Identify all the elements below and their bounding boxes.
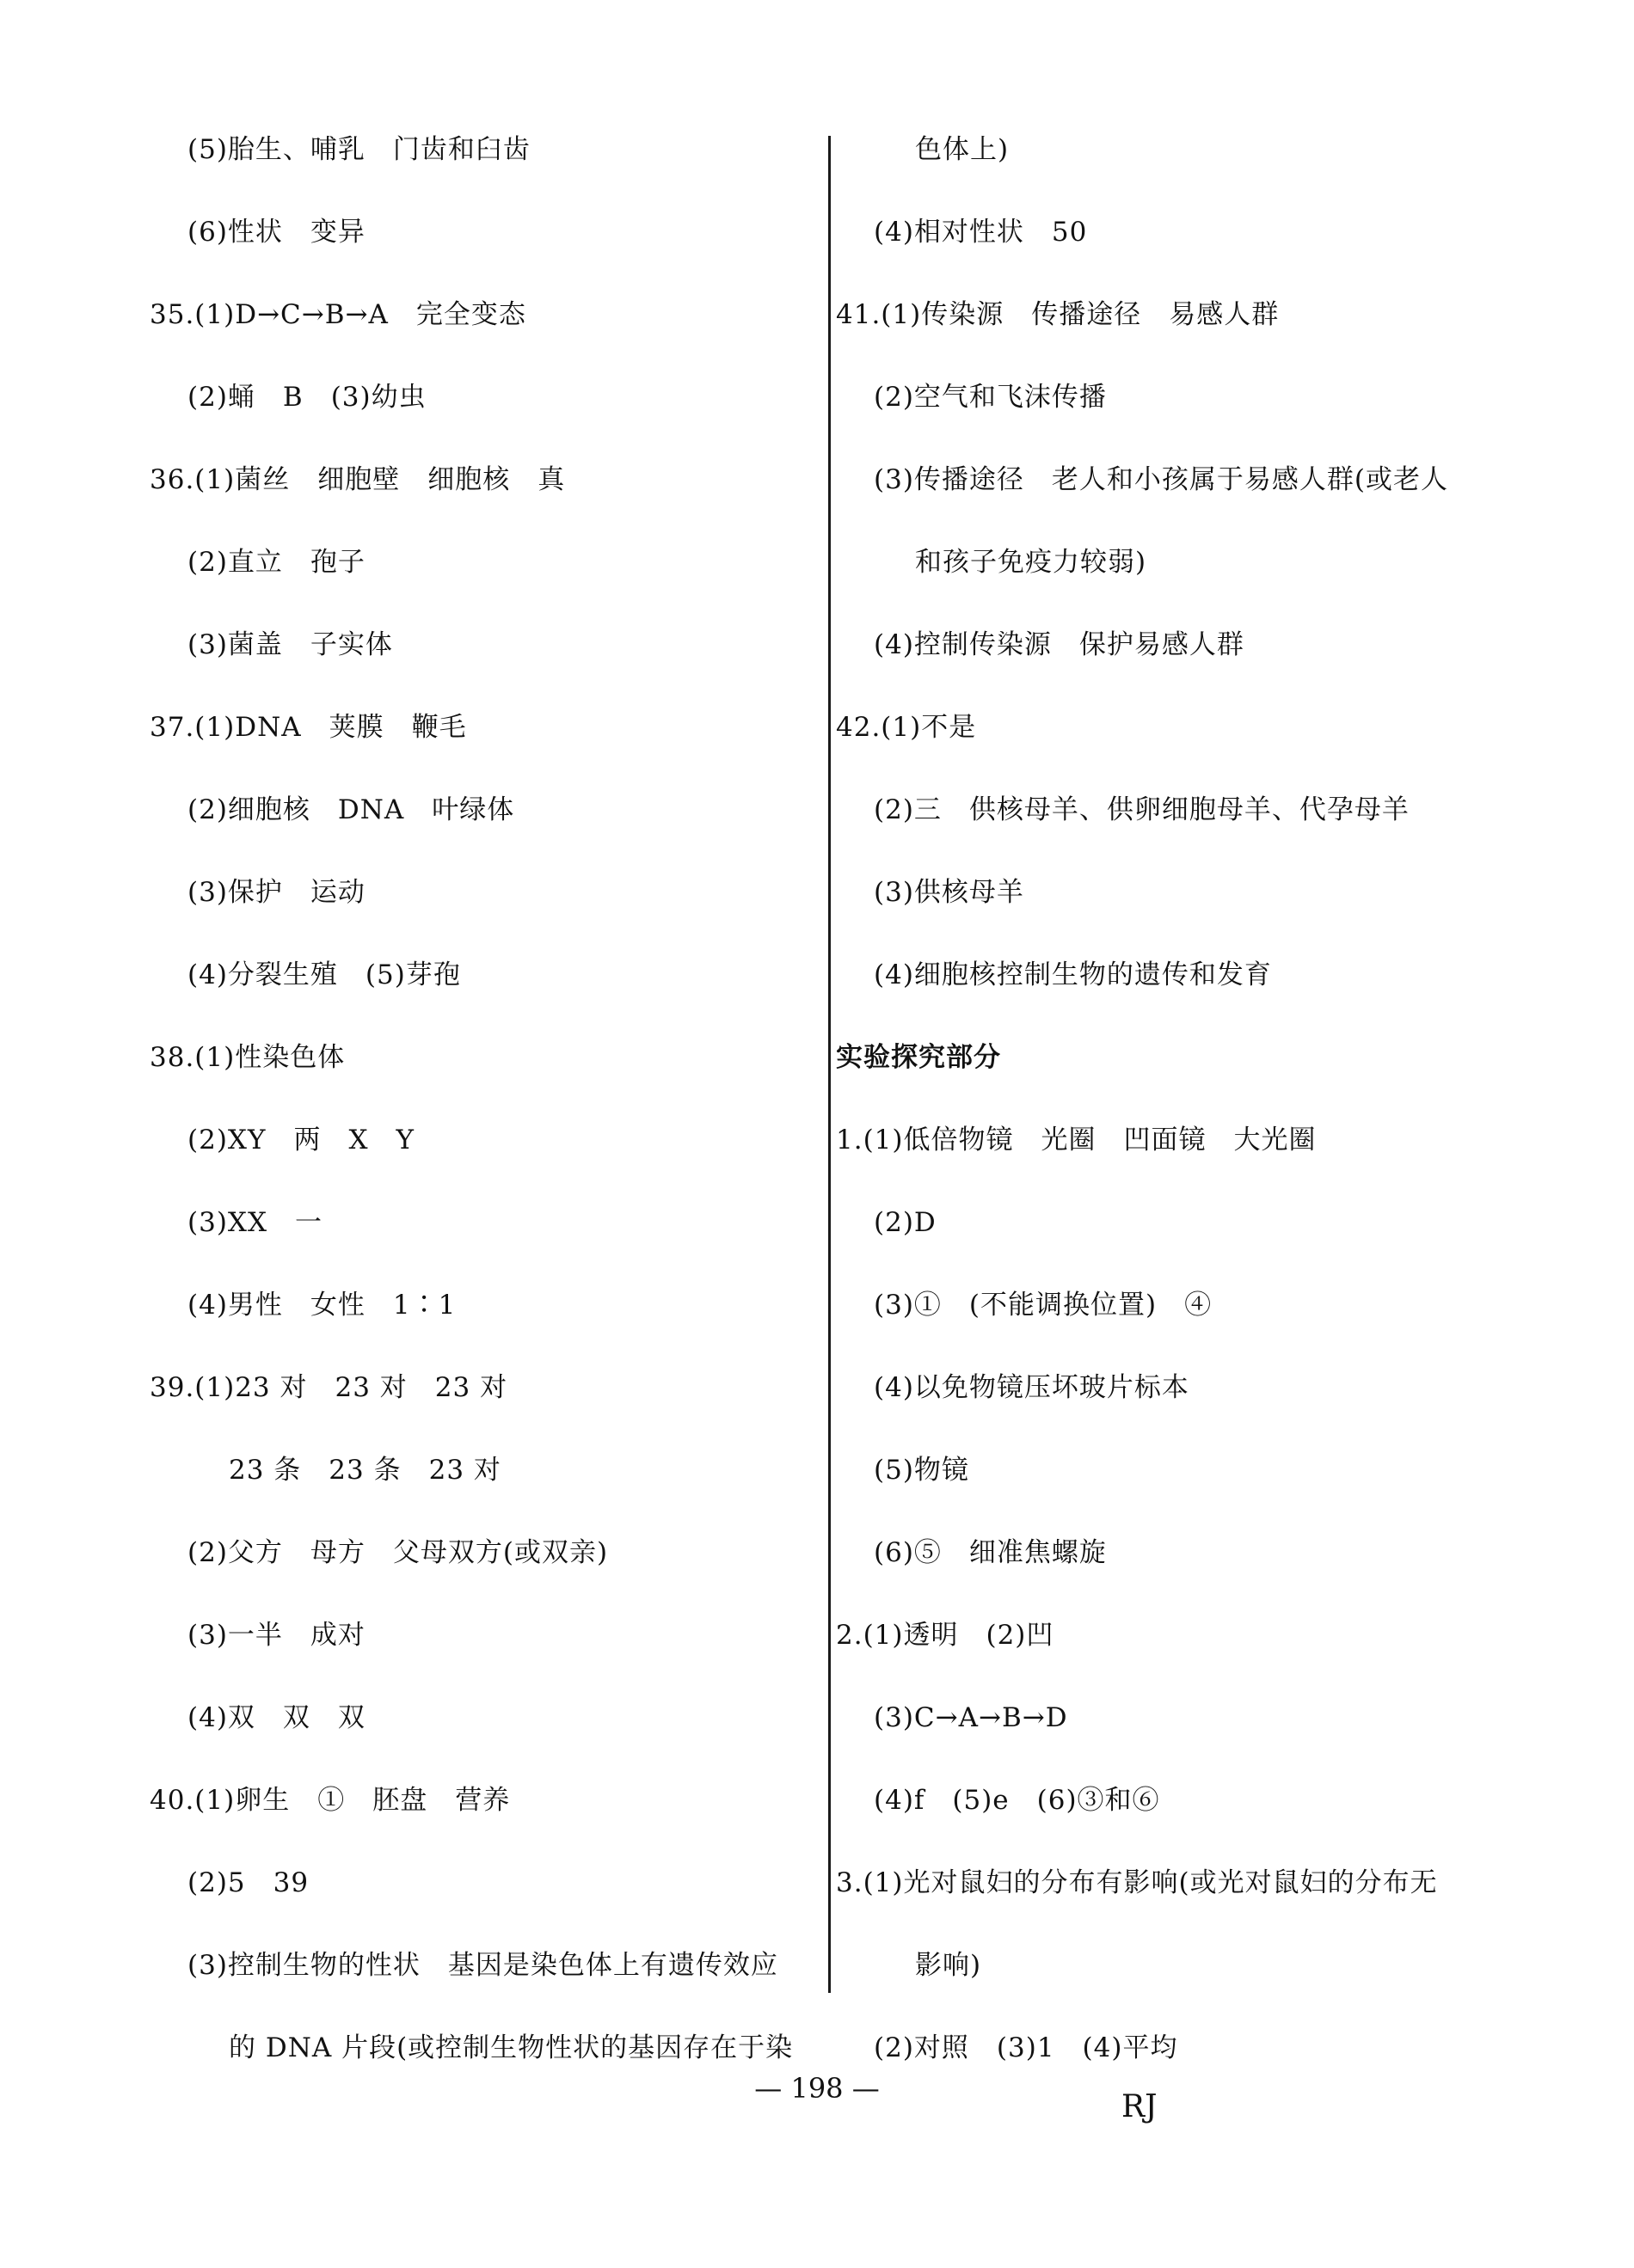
answer-line: (4)相对性状 50 xyxy=(874,217,1088,248)
answer-line: (2)三 供核母羊、供卵细胞母羊、代孕母羊 xyxy=(874,794,1410,825)
answer-line: (2)直立 孢子 xyxy=(187,547,366,578)
answer-line: (6)性状 变异 xyxy=(187,217,366,248)
answer-line: (4)分裂生殖 (5)芽孢 xyxy=(187,959,461,990)
answer-line: (2)细胞核 DNA 叶绿体 xyxy=(187,794,515,825)
answer-line: 的 DNA 片段(或控制生物性状的基因存在于染 xyxy=(229,2032,794,2063)
answer-line: (2)对照 (3)1 (4)平均 xyxy=(874,2032,1178,2063)
answer-line: (2)XY 两 X Y xyxy=(187,1125,415,1155)
answer-line: (4)双 双 双 xyxy=(187,1702,366,1733)
answer-line: (4)f (5)e (6)③和⑥ xyxy=(874,1785,1160,1816)
answer-line: 42.(1)不是 xyxy=(836,712,977,743)
section-heading: 实验探究部分 xyxy=(836,1042,1001,1073)
answer-line: (2)D xyxy=(874,1207,937,1238)
answer-line: (3)① (不能调换位置) ④ xyxy=(874,1290,1213,1321)
answer-line: (2)父方 母方 父母双方(或双亲) xyxy=(187,1537,609,1568)
answer-line: (3)保护 运动 xyxy=(187,877,366,908)
answer-line: 色体上) xyxy=(915,134,1010,165)
answer-line: 37.(1)DNA 荚膜 鞭毛 xyxy=(150,712,467,743)
answer-line: (4)控制传染源 保护易感人群 xyxy=(874,629,1244,660)
answer-line: (3)传播途径 老人和小孩属于易感人群(或老人 xyxy=(874,464,1449,495)
answer-line: 影响) xyxy=(915,1950,982,1981)
answer-line: 36.(1)菌丝 细胞壁 细胞核 真 xyxy=(150,464,566,495)
column-divider xyxy=(828,136,831,1993)
page-number: — 198 — xyxy=(754,2072,880,2105)
answer-line: 38.(1)性染色体 xyxy=(150,1042,346,1073)
answer-line: (6)⑤ 细准焦螺旋 xyxy=(874,1537,1107,1568)
answer-line: (3)菌盖 子实体 xyxy=(187,629,393,660)
answer-line: 和孩子免疫力较弱) xyxy=(915,547,1147,578)
left-column xyxy=(150,120,820,2101)
answer-line: (3)供核母羊 xyxy=(874,877,1024,908)
answer-line: 35.(1)D→C→B→A 完全变态 xyxy=(150,299,526,330)
answer-line: 40.(1)卵生 ① 胚盘 营养 xyxy=(150,1785,511,1816)
answer-line: 41.(1)传染源 传播途径 易感人群 xyxy=(836,299,1280,330)
answer-line: (4)以免物镜压坏玻片标本 xyxy=(874,1372,1189,1403)
answer-line: 23 条 23 条 23 对 xyxy=(229,1455,501,1486)
answer-line: (5)物镜 xyxy=(874,1455,969,1486)
answer-line: (2)蛹 B (3)幼虫 xyxy=(187,382,427,413)
answer-line: 39.(1)23 对 23 对 23 对 xyxy=(150,1372,508,1403)
right-column xyxy=(836,120,1524,2101)
answer-line: 1.(1)低倍物镜 光圈 凹面镜 大光圈 xyxy=(836,1125,1317,1155)
answer-line: 3.(1)光对鼠妇的分布有影响(或光对鼠妇的分布无 xyxy=(836,1867,1438,1898)
answer-line: (3)控制生物的性状 基因是染色体上有遗传效应 xyxy=(187,1950,778,1981)
edition-label: RJ xyxy=(1121,2089,1158,2124)
answer-line: (5)胎生、哺乳 门齿和臼齿 xyxy=(187,134,531,165)
answer-line: (4)细胞核控制生物的遗传和发育 xyxy=(874,959,1272,990)
answer-line: (3)一半 成对 xyxy=(187,1620,366,1651)
answer-line: (3)C→A→B→D xyxy=(874,1702,1068,1733)
answer-line: 2.(1)透明 (2)凹 xyxy=(836,1620,1054,1651)
answer-line: (2)5 39 xyxy=(187,1867,310,1898)
answer-line: (4)男性 女性 1∶1 xyxy=(187,1290,457,1321)
answer-line: (2)空气和飞沫传播 xyxy=(874,382,1107,413)
answer-line: (3)XX 一 xyxy=(187,1207,323,1238)
